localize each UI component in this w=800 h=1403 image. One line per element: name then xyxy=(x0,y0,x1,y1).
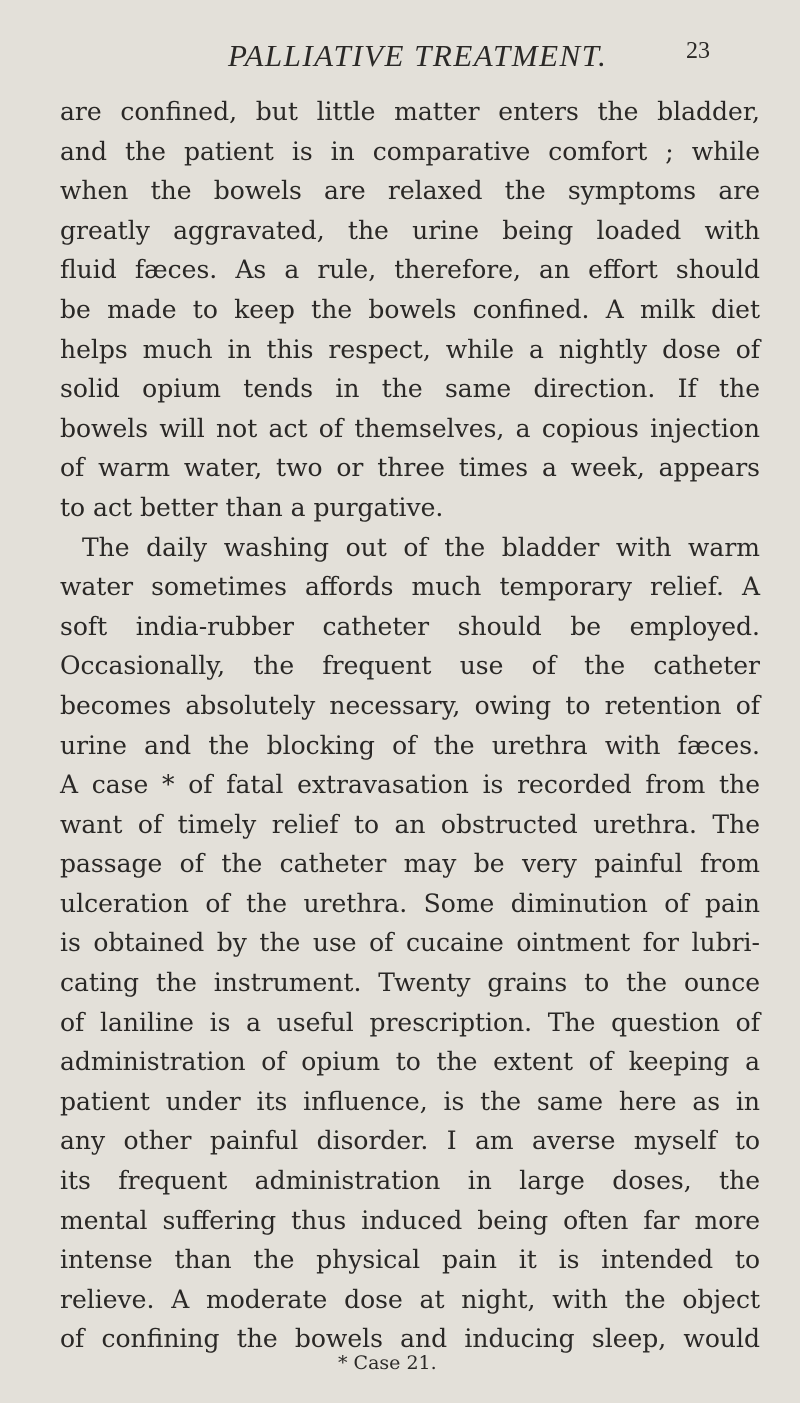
text-line: bowels will not act of themselves, a copious injection xyxy=(60,413,760,443)
text-line: its frequent administration in large doses, the xyxy=(60,1166,760,1196)
text-line: cating the instrument. Twenty grains to the ounce xyxy=(60,968,760,998)
text-line: of confining the bowels and inducing sleep, would xyxy=(60,1324,760,1354)
body-text xyxy=(60,92,760,1359)
footnote: * Case 21. xyxy=(338,1352,437,1374)
text-line: be made to keep the bowels confined. A milk diet xyxy=(60,294,760,324)
text-line: are confined, but little matter enters the bladder, xyxy=(60,97,760,126)
text-line: mental suffering thus induced being often far more xyxy=(60,1205,760,1235)
text-line: administration of opium to the extent of keeping a xyxy=(60,1047,760,1077)
text-line: A case * of fatal extravasation is recorded from the xyxy=(60,770,760,800)
running-head xyxy=(0,38,800,78)
text-line: ulceration of the urethra. Some diminution of pain xyxy=(60,888,760,918)
text-line: intense than the physical pain it is intended to xyxy=(60,1245,760,1275)
running-title: PALLIATIVE TREATMENT. xyxy=(228,38,608,73)
text-line: soft india-rubber catheter should be employed. xyxy=(60,611,760,641)
text-line: urine and the blocking of the urethra with fæces. xyxy=(60,730,760,760)
text-line: greatly aggravated, the urine being loaded with xyxy=(60,215,760,245)
text-line: The daily washing out of the bladder with warm xyxy=(82,532,760,562)
text-line: and the patient is in comparative comfort ; while xyxy=(60,136,760,166)
text-line: any other painful disorder. I am averse myself to xyxy=(60,1126,760,1156)
text-line: patient under its influence, is the same here as in xyxy=(60,1086,760,1116)
text-line: want of timely relief to an obstructed urethra. The xyxy=(60,809,760,839)
text-line: is obtained by the use of cucaine ointment for lubri- xyxy=(60,928,760,958)
text-line: of laniline is a useful prescription. The question of xyxy=(60,1007,760,1037)
text-line: Occasionally, the frequent use of the catheter xyxy=(60,651,760,681)
text-line: to act better than a purgative. xyxy=(60,492,444,522)
text-line: of warm water, two or three times a week, appears xyxy=(60,453,760,483)
text-line: when the bowels are relaxed the symptoms are xyxy=(60,176,760,206)
text-line: becomes absolutely necessary, owing to retention of xyxy=(60,690,760,720)
text-line: solid opium tends in the same direction. If the xyxy=(60,374,760,404)
text-line: fluid fæces. As a rule, therefore, an effort should xyxy=(60,255,760,285)
page-number: 23 xyxy=(686,38,710,64)
text-line: relieve. A moderate dose at night, with the object xyxy=(60,1284,760,1314)
text-line: water sometimes affords much temporary relief. A xyxy=(60,572,760,602)
text-line: helps much in this respect, while a nightly dose of xyxy=(60,334,760,364)
text-line: passage of the catheter may be very painful from xyxy=(60,849,760,879)
